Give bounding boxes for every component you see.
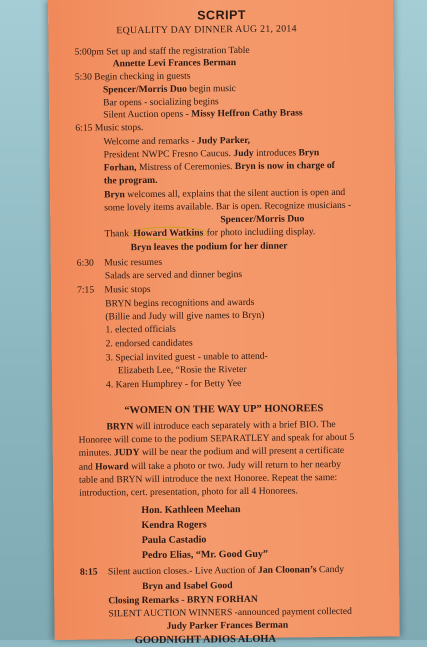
line-530	[75, 71, 191, 83]
silent-auction-winners: SILENT AUCTION WINNERS -announced payment collected	[108, 605, 352, 620]
lovely-items-line: some lovely items available. Bar is open. Recognize musicians -	[104, 199, 352, 214]
line-text: Silent Auction opens -	[103, 108, 189, 121]
honoree-para-2: Honoree will come to the podium SEPARATLEY and speak for about 5	[78, 431, 355, 446]
list-subitem: Elizabeth Lee, “Rosie the Riveter	[117, 363, 247, 377]
line-text: Thank	[104, 228, 130, 240]
document-title: SCRIPT	[197, 7, 247, 23]
line-630	[77, 257, 162, 269]
time-label: 6:30	[76, 257, 94, 269]
president-line	[104, 147, 320, 160]
bryn-leaves: Bryn leaves the podium for her dinner	[130, 240, 288, 254]
script-paper	[48, 0, 400, 647]
registration-staff: Annette Levi Frances Berman	[112, 57, 237, 70]
thank-photographer	[104, 226, 315, 239]
closing-remarks: Closing Remarks - BRYN FORHAN	[108, 593, 258, 607]
staff-names: Missy Heffron Cathy Brass	[191, 107, 303, 120]
highlighted-name: Howard Watkins	[129, 226, 207, 240]
musicians-name: Spencer/Morris Duo	[220, 213, 305, 226]
line-text: Music stops	[104, 283, 151, 296]
emphasis-text: Bryn is now in charge of	[234, 160, 335, 173]
bar-opens: Bar opens - socializing begins	[103, 96, 219, 109]
honoree-name: Kendra Rogers	[141, 519, 207, 532]
line-text: minutes.	[78, 447, 112, 459]
speaker-name: Bryn	[298, 147, 320, 159]
list-item: 3. Special invited guest - unable to attend-	[105, 350, 268, 364]
honoree-para-6: introduction, cert. presentation, photo for all 4 Honorees.	[79, 485, 298, 499]
line-text: Set up and staff the registration Table	[106, 44, 250, 58]
line-text: President NWPC Fresno Caucus.	[103, 148, 232, 161]
welcome-remarks	[103, 135, 250, 148]
speaker-name: JUDY	[113, 447, 140, 459]
line-815	[80, 564, 344, 578]
time-label: 5:00pm	[74, 46, 104, 58]
donor-name: Jan Cloonan’s	[257, 564, 317, 576]
list-item: 2. endorsed candidates	[105, 337, 193, 350]
line-text: Begin checking in guests	[94, 70, 191, 83]
line-715	[77, 284, 151, 296]
line-text: Music stops.	[94, 122, 144, 134]
salads-served: Salads are served and dinner begins	[104, 268, 243, 282]
speaker-name: BRYN	[106, 421, 134, 433]
line-text: for photo includiing display.	[206, 226, 316, 239]
program-line: the program.	[103, 174, 158, 187]
recognitions-line: BRYN begins recognitions and awards	[105, 296, 255, 310]
honoree-para-4	[79, 459, 341, 473]
honoree-para-5: table and BRYN will introduce the next Honoree. Repeat the same:	[78, 471, 338, 486]
speaker-name: Bryn	[103, 189, 125, 201]
musician-name: Spencer/Morris Duo	[102, 83, 187, 96]
mistress-line	[104, 160, 335, 173]
honoree-para-1	[106, 419, 335, 432]
line-text: will be near the podium and will present a certificate	[141, 444, 345, 459]
honoree-name: Pedro Elias, “Mr. Good Guy”	[141, 548, 268, 562]
time-label: 5:30	[74, 71, 92, 83]
line-text: welcomes all, explains that the silent auction is open and	[127, 186, 346, 201]
list-item: 1. elected officials	[105, 323, 176, 336]
honoree-name: Paula Castadio	[141, 534, 207, 547]
line-text: begin music	[189, 83, 236, 95]
line-text: will introduce each separately with a brief BIO. The	[135, 419, 336, 433]
line-text: introduces	[256, 147, 297, 159]
silent-auction-opens	[103, 107, 303, 120]
speaker-name: Judy Parker,	[196, 134, 251, 147]
honorees-heading: “WOMEN ON THE WAY UP” HONOREES	[124, 403, 324, 417]
honoree-para-3	[79, 445, 344, 459]
speaker-name: Forhan,	[103, 162, 137, 174]
line-text: Music resumes	[104, 256, 163, 269]
speaker-name: Howard	[95, 461, 129, 473]
line-text: and	[78, 461, 93, 473]
time-label: 8:15	[79, 566, 98, 578]
speaker-name: Judy	[233, 147, 254, 160]
bryn-welcomes	[104, 187, 345, 201]
time-label: 7:15	[76, 284, 95, 296]
goodnight-line: GOODNIGHT ADIOS ALOHA	[134, 633, 277, 647]
names-note: (Billie and Judy will give names to Bryn)	[105, 309, 265, 323]
line-500	[74, 45, 249, 58]
document-subtitle: EQUALITY DAY DINNER AUG 21, 2014	[116, 23, 297, 37]
line-615	[75, 122, 143, 134]
auctioneers: Bryn and Isabel Good	[142, 580, 233, 593]
line-text: Mistress of Ceremonies.	[138, 161, 233, 174]
music-begin	[103, 83, 236, 95]
line-text: Candy	[318, 563, 345, 576]
time-label: 6:15	[75, 122, 93, 134]
line-text: Welcome and remarks -	[103, 135, 195, 148]
list-item: 4. Karen Humphrey - for Betty Yee	[105, 377, 242, 391]
line-text: Silent auction closes.- Live Auction of	[107, 564, 256, 578]
honoree-name: Hon. Kathleen Meehan	[141, 504, 241, 517]
line-text: will take a photo or two. Judy will return to her nearby	[131, 458, 342, 473]
payment-staff: Judy Parker Frances Berman	[166, 619, 289, 632]
